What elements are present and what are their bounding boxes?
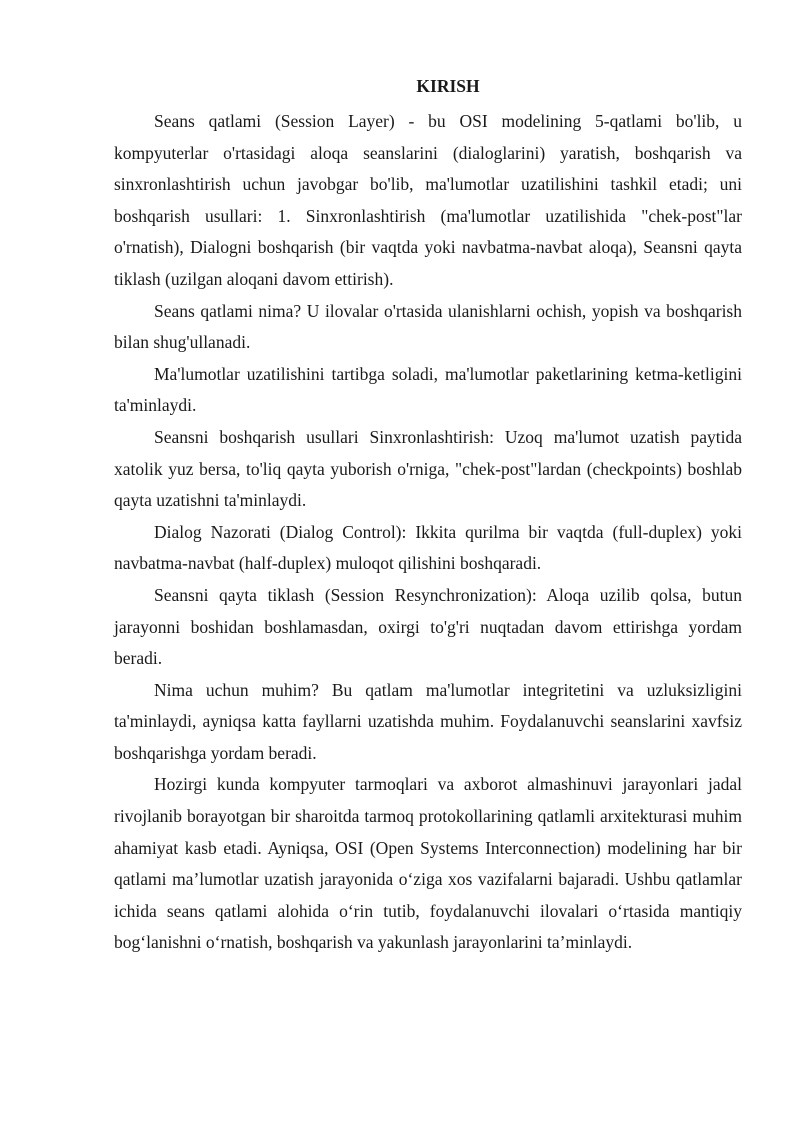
paragraph-3: Ma'lumotlar uzatilishini tartibga soladi, ma'lumotlar paketlarining ketma-ketligini ta'minlaydi. [114, 363, 742, 416]
document-title: KIRISH [416, 76, 480, 96]
paragraph-7: Nima uchun muhim? Bu qatlam ma'lumotlar integritetini va uzluksizligini ta'minlaydi, ayniqsa katta fayllarni uzatishda muhim. Foydalanuvchi seanslarini xavfsiz boshqarishga yordam beradi. [114, 679, 742, 763]
paragraph-2: Seans qatlami nima? U ilovalar o'rtasida ulanishlarni ochish, yopish va boshqarish bilan shug'ullanadi. [114, 300, 742, 353]
paragraph-6: Seansni qayta tiklash (Session Resynchronization): Aloqa uzilib qolsa, butun jarayonni boshidan boshlamasdan, oxirgi to'g'ri nuqtadan davom ettirishga yordam beradi. [114, 584, 742, 669]
paragraph-4: Seansni boshqarish usullari Sinxronlashtirish: Uzoq ma'lumot uzatish paytida xatolik yuz bersa, to'liq qayta yuborish o'rniga, "chek-post"lardan (checkpoints) boshlab qayta uzatishni ta'minlaydi. [114, 426, 742, 511]
paragraph-1: Seans qatlami (Session Layer) - bu OSI modelining 5-qatlami bo'lib, u kompyuterlar o'rtasidagi aloqa seanslarini (dialoglarini) yaratish, boshqarish va sinxronlashtirish uchun javobgar bo'lib, ma'lumotlar uzatilishini tashkil etadi; uni boshqarish usullari: 1. Sinxronlashtirish (ma'lumotlar uzatilishida "chek-post"lar o'rnatish), Dialogni boshqarish (bir vaqtda yoki navbatma-navbat aloqa), Seansni qayta tiklash (uzilgan aloqani davom ettirish). [114, 111, 742, 289]
paragraph-5: Dialog Nazorati (Dialog Control): Ikkita qurilma bir vaqtda (full-duplex) yoki navbatma-navbat (half-duplex) muloqot qilishini boshqaradi. [114, 521, 742, 574]
document-page [114, 74, 742, 959]
paragraph-8: Hozirgi kunda kompyuter tarmoqlari va axborot almashinuvi jarayonlari jadal rivojlanib borayotgan bir sharoitda tarmoq protokollarining qatlamli arxitekturasi muhim ahamiyat kasb etadi. Ayniqsa, OSI (Open Systems Interconnection) modelining har bir qatlami ma’lumotlar uzatish jarayonida o‘ziga xos vazifalarni bajaradi. Ushbu qatlamlar ichida seans qatlami alohida o‘rin tutib, foydalanuvchi ilovalari o‘rtasida mantiqiy bog‘lanishni o‘rnatish, boshqarish va yakunlash jarayonlarini ta’minlaydi. [114, 774, 742, 953]
